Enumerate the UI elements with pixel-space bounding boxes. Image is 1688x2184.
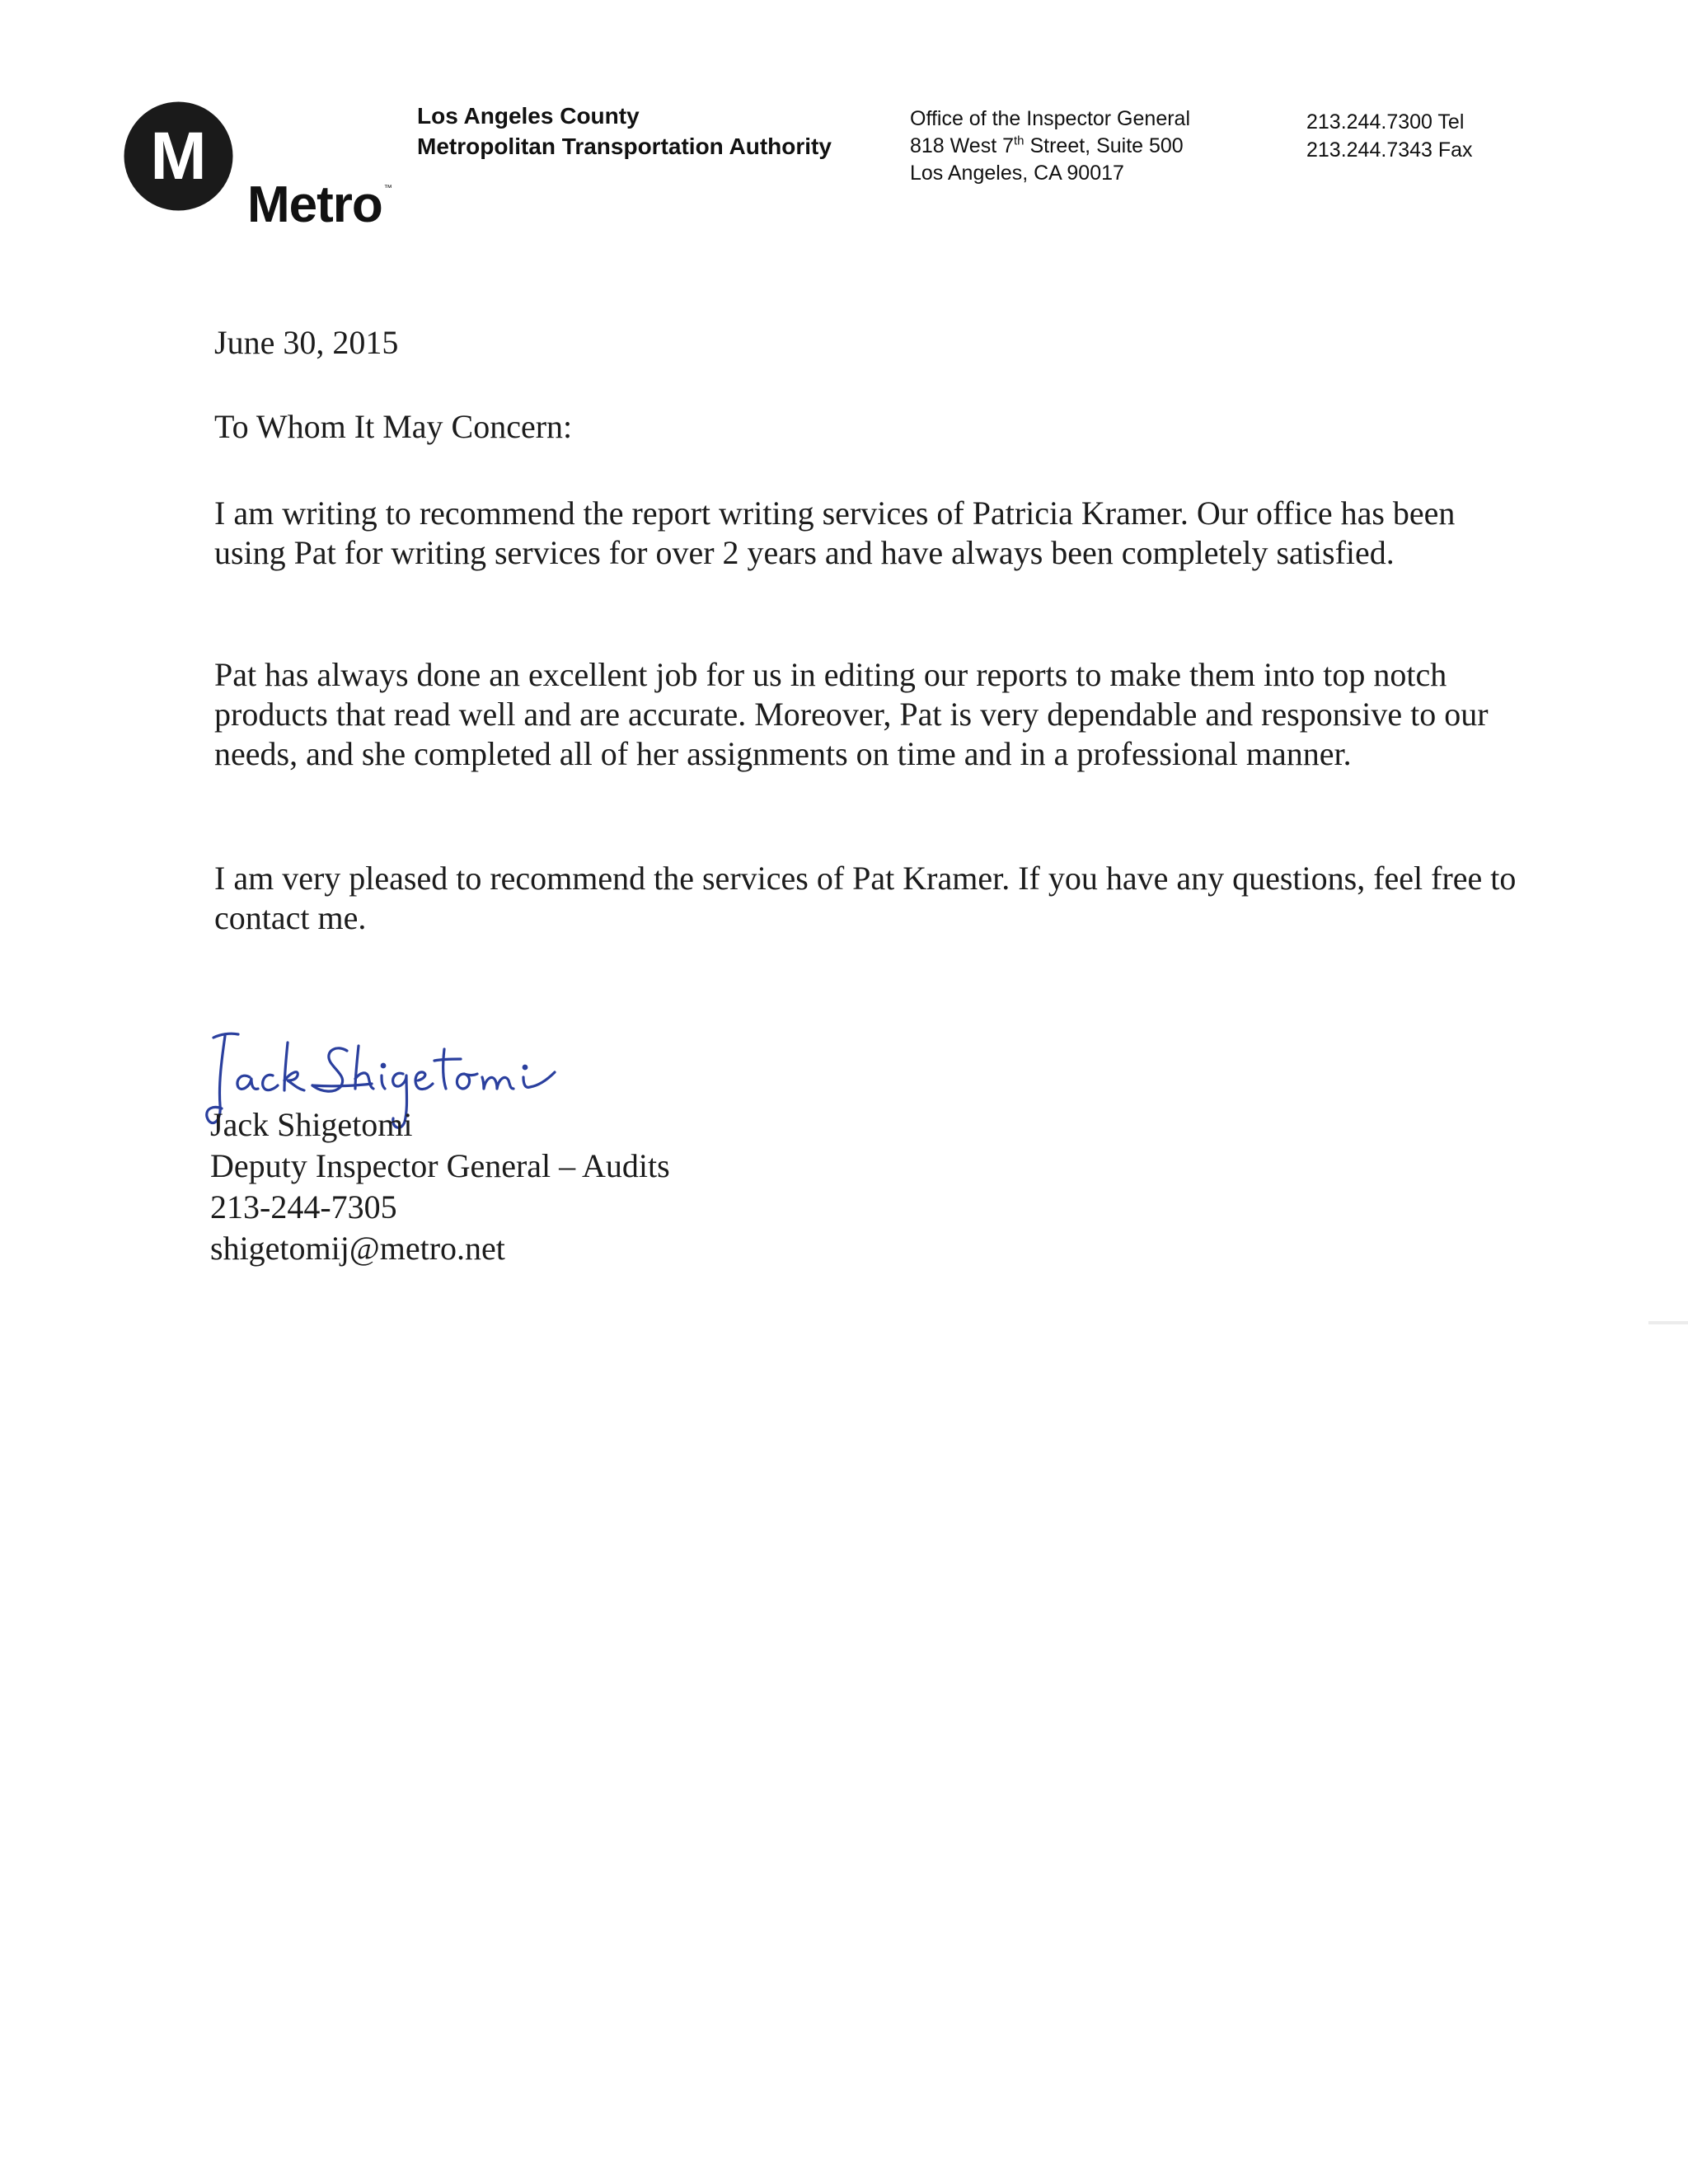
paragraph-2	[214, 655, 1525, 774]
paragraph-3	[214, 859, 1525, 938]
fax-number: 213.244.7343 Fax	[1306, 138, 1473, 162]
signer-title: Deputy Inspector General – Audits	[210, 1147, 670, 1184]
signer-name: Jack Shigetomi	[210, 1106, 413, 1143]
organization-name	[417, 101, 832, 162]
signer-email: shigetomij@metro.net	[210, 1230, 505, 1267]
street-ordinal: th	[1014, 134, 1025, 148]
tel-number: 213.244.7300 Tel	[1306, 110, 1465, 134]
paragraph-3-text: I am very pleased to recommend the services of Pat Kramer. If you have any questions, feel free to contact me.	[214, 860, 1517, 936]
letter-date: June 30, 2015	[214, 324, 399, 361]
signature-block	[210, 1104, 670, 1269]
wordmark-text: Metro	[247, 176, 382, 233]
paragraph-1-text: I am writing to recommend the report writing services of Patricia Kramer. Our office has been using Pat for writing services for over 2 years and have always been completely satisfied.	[214, 494, 1456, 571]
paragraph-1	[214, 494, 1525, 573]
signer-phone: 213-244-7305	[210, 1188, 397, 1226]
office-line-3: Los Angeles, CA 90017	[910, 162, 1124, 185]
salutation: To Whom It May Concern:	[214, 408, 573, 445]
office-address	[910, 105, 1190, 187]
logo-letter: M	[150, 119, 207, 194]
street-name: Street, Suite 500	[1024, 134, 1184, 157]
office-line-2	[910, 133, 1190, 160]
metro-wordmark: Metro ™	[247, 176, 392, 233]
org-line-2: Metropolitan Transportation Authority	[417, 134, 832, 159]
office-line-1: Office of the Inspector General	[910, 107, 1191, 130]
street-number: 818 West 7	[910, 134, 1015, 157]
paragraph-2-text: Pat has always done an excellent job for us in editing our reports to make them into top notch products that read well and are accurate. Moreover, Pat is very dependable and responsive to our needs, and she completed all of her assignments on time and in a professional manner.	[214, 656, 1489, 772]
org-line-1: Los Angeles County	[417, 103, 640, 129]
metro-logo-icon	[124, 101, 233, 211]
contact-numbers	[1306, 108, 1473, 164]
scan-artifact	[1648, 1321, 1688, 1324]
